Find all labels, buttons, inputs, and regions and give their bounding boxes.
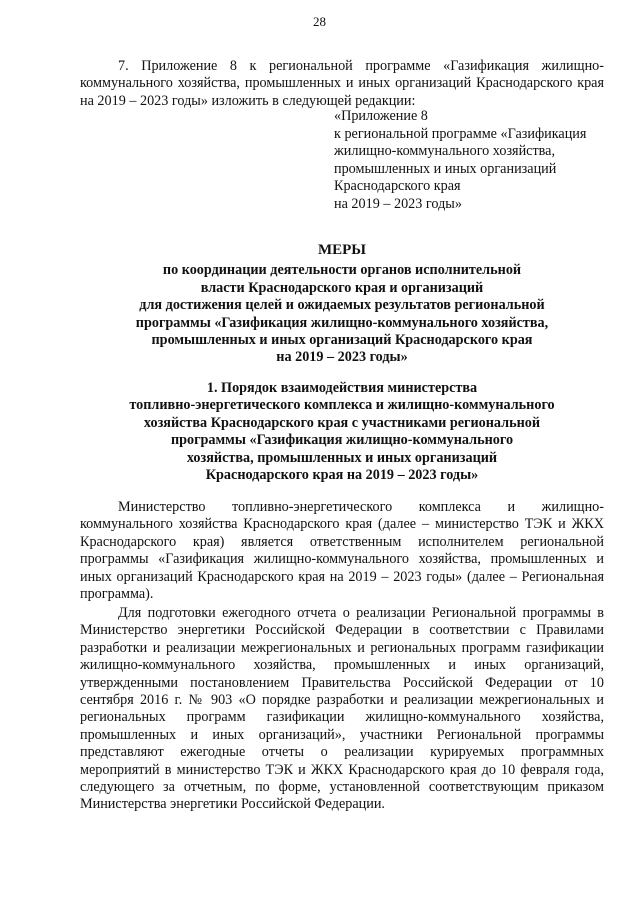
section-line: 1. Порядок взаимодействия министерства (206, 380, 478, 396)
section-line: хозяйства Краснодарского края с участниками региональной (143, 414, 541, 431)
title-line: власти Краснодарского края и организаций (200, 279, 484, 296)
section-heading (80, 380, 604, 484)
title-line: программы «Газификация жилищно-коммунального хозяйства, (135, 314, 549, 331)
section-line: Краснодарского края на 2019 – 2023 годы» (205, 467, 479, 484)
body-paragraph: Министерство топливно-энергетического комплекса и жилищно-коммунального хозяйства Краснодарского края (далее – министерство ТЭК и ЖКХ Краснодарского края) является ответственным исполнителем региональной программы «Газификация жилищно-коммунального хозяйства, промышленных и иных организаций Краснодарского края на 2019 – 2023 годы» (далее – Региональная программа). (80, 499, 604, 603)
page-number: 28 (313, 14, 326, 29)
title-line: промышленных и иных организаций Краснодарского края (151, 332, 533, 349)
title-heading: МЕРЫ (317, 242, 367, 258)
intro-paragraph: 7. Приложение 8 к региональной программе «Газификация жилищно-коммунального хозяйства, промышленных и иных организаций Краснодарского края на 2019 – 2023 годы» изложить в следующей редакции: (80, 58, 604, 109)
section-line: хозяйства, промышленных и иных организаций (186, 449, 498, 466)
section-line: программы «Газификация жилищно-коммунального (170, 432, 514, 449)
appendix-line: на 2019 – 2023 годы» (334, 195, 462, 212)
title-line: на 2019 – 2023 годы» (276, 349, 408, 366)
appendix-header (334, 108, 624, 214)
document-title (80, 242, 604, 367)
section-line: топливно-энергетического комплекса и жилищно-коммунального (129, 397, 555, 414)
appendix-line: Краснодарского края (334, 178, 461, 195)
appendix-line: промышленных и иных организаций (334, 160, 557, 177)
appendix-line: жилищно-коммунального хозяйства, (334, 143, 556, 160)
title-line: для достижения целей и ожидаемых результатов региональной (139, 297, 545, 314)
appendix-line: «Приложение 8 (334, 108, 428, 124)
appendix-line: к региональной программе «Газификация (334, 125, 587, 142)
title-line: по координации деятельности органов исполнительной (162, 262, 522, 279)
body-paragraph: Для подготовки ежегодного отчета о реализации Региональной программы в Министерство энергетики Российской Федерации в соответствии с Правилами разработки и реализации межрегиональных и региональных программ газификации жилищно-коммунального хозяйства, промышленных и иных организаций, утвержденными постановлением Правительства Российской Федерации от 10 сентября 2016 г. № 903 «О порядке разработки и реализации межрегиональных и региональных программ газификации жилищно-коммунального хозяйства, промышленных и иных организаций», участники Региональной программы представляют ежегодные отчеты о реализации курируемых программных мероприятий в министерство ТЭК и ЖКХ Краснодарского края до 10 февраля года, следующего за отчетным, по форме, установленной соответствующим приказом Министерства энергетики Российской Федерации. (80, 605, 604, 813)
